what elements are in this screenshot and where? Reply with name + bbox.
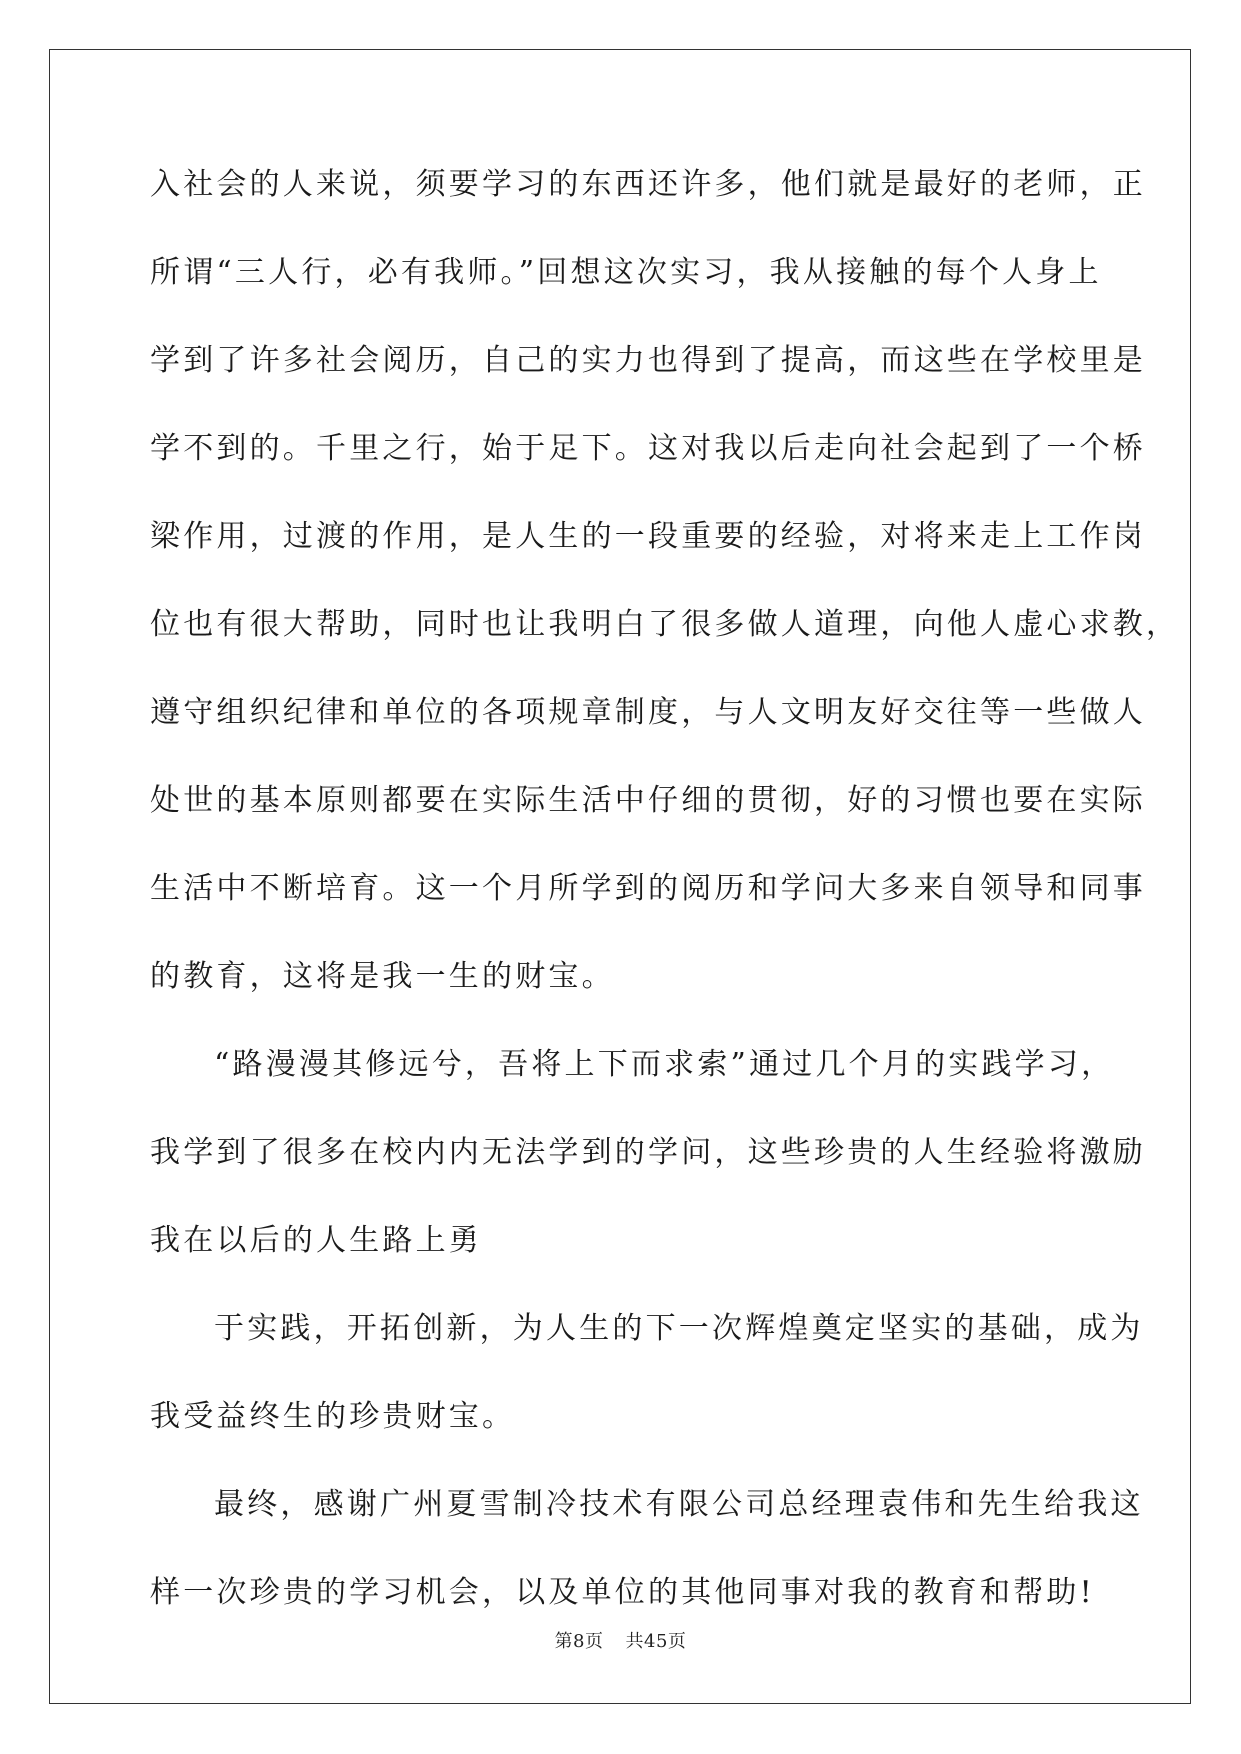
paragraph-start-line: 于实践，开拓创新，为人生的下一次辉煌奠定坚实的基础，成为 [214,1311,1144,1346]
text-line: 处世的基本原则都要在实际生活中仔细的贯彻，好的习惯也要在实际 [150,783,1146,818]
text-line: 学到了许多社会阅历，自己的实力也得到了提高，而这些在学校里是 [150,343,1146,378]
text-line: 所谓“三人行，必有我师。”回想这次实习，我从接触的每个人身上 [150,255,1102,290]
text-line: 我在以后的人生路上勇 [150,1223,482,1258]
page-footer [0,1627,1241,1653]
page-number-total: 共45页 [625,1631,687,1652]
document-body [150,155,1180,1651]
text-line: 我学到了很多在校内内无法学到的学问，这些珍贵的人生经验将激励 [150,1135,1146,1170]
text-line: 样一次珍贵的学习机会，以及单位的其他同事对我的教育和帮助! [150,1575,1095,1610]
paragraph-start-line: “路漫漫其修远兮，吾将上下而求索”通过几个月的实践学习， [214,1047,1115,1082]
text-line: 的教育，这将是我一生的财宝。 [150,959,615,994]
paragraph-start-line: 最终，感谢广州夏雪制冷技术有限公司总经理袁伟和先生给我这 [214,1487,1144,1522]
text-line: 入社会的人来说，须要学习的东西还许多，他们就是最好的老师，正 [150,167,1146,202]
text-line: 我受益终生的珍贵财宝。 [150,1399,516,1434]
text-line: 学不到的。千里之行，始于足下。这对我以后走向社会起到了一个桥 [150,431,1146,466]
text-line: 梁作用，过渡的作用，是人生的一段重要的经验，对将来走上工作岗 [150,519,1146,554]
text-line: 遵守组织纪律和单位的各项规章制度，与人文明友好交往等一些做人 [150,695,1146,730]
text-line: 位也有很大帮助，同时也让我明白了很多做人道理，向他人虚心求教， [150,607,1180,642]
text-line: 生活中不断培育。这一个月所学到的阅历和学问大多来自领导和同事 [150,871,1146,906]
page-number-current: 第8页 [554,1631,604,1652]
